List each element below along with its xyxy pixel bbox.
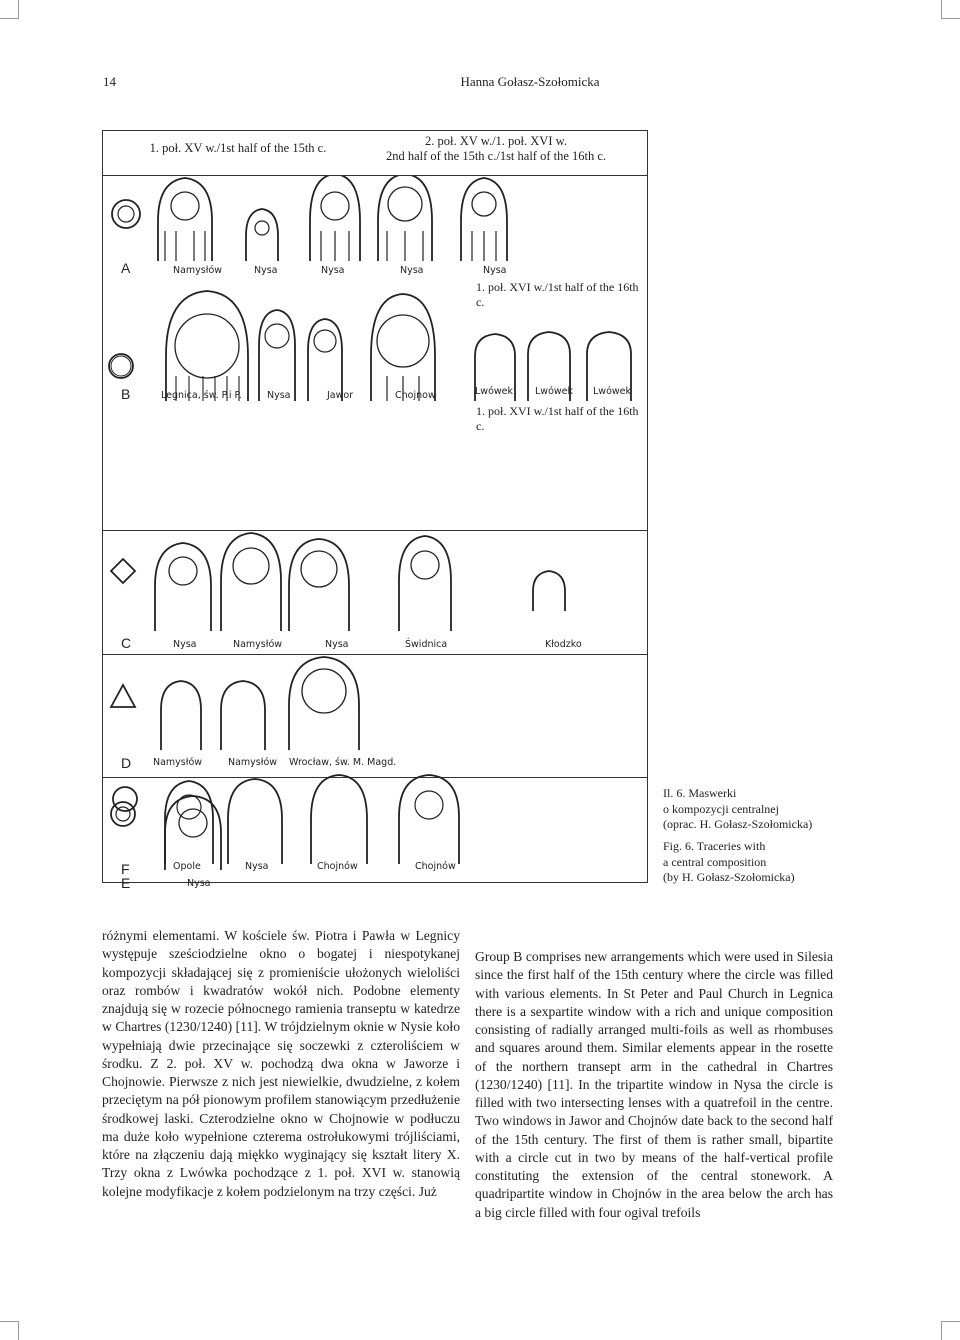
place-label: Chojnow (395, 390, 436, 401)
rhombus-symbol (111, 559, 135, 583)
group-row-f (103, 769, 647, 882)
place-label: Opole (173, 861, 201, 872)
group-letter-e: E (121, 875, 131, 891)
crop-mark-bottom-left (0, 1321, 19, 1340)
place-label: Chojnów (415, 861, 456, 872)
group-row-c (103, 530, 647, 654)
group-letter-c: C (121, 635, 132, 651)
caption-en-line: (by H. Gołasz-Szołomicka) (663, 870, 795, 884)
place-label: Nysa (400, 265, 424, 276)
paragraph-english: Group B comprises new arrangements which were used in Silesia since the first half of the 15th century where the circle was filled with various elements. In St Peter and Paul Church in Legnica there is a sexpartite window with a rich and unique composition consisting of radially arranged multi-foils as well as rhombuses and squares around them. Similar elements appear in the rosette of the northern transept arm in the cathedral in Chartres (1230/1240) [11]. In the tripartite window in Nysa the circle is filled with two intersecting lenses with a quatrefoil in the centre. Two windows in Jawor and Chojnów date back to the second half of the 15th century. The first of them is rather small, bipartite with a circle cut in two by means of the half-vertical profile constituting the extension of the central stonework. A quadripartite window in Chojnów in the area below the arch has a big circle filled with four ogival trefoils (475, 949, 833, 1220)
group-letter-b: B (121, 386, 131, 402)
column-header-first-half-15th (103, 141, 373, 156)
caption-pl-line: Il. 6. Maswerki (663, 786, 737, 800)
figure-header-row (103, 131, 647, 175)
window-nysa-c2 (289, 539, 349, 631)
place-label: Nysa (187, 878, 211, 889)
window-nysa-c1 (155, 543, 211, 631)
place-label: Lwówek (593, 386, 631, 397)
crop-mark-top-left (0, 0, 19, 19)
subheader-b: 1. poł. XVI w./1st half of the 16th c. (476, 404, 639, 433)
running-head (0, 74, 960, 90)
window-chojnow-f1 (311, 775, 367, 864)
place-label: Lwówek (475, 386, 513, 397)
circle-symbol-b (109, 354, 133, 378)
column-header-second-half-15th (361, 134, 631, 164)
window-klodzko (533, 571, 565, 611)
place-label: Kłodzko (545, 639, 582, 650)
place-label: Namysłów (173, 265, 223, 276)
place-label: Wrocław, św. M. Magd. (289, 757, 397, 768)
window-wroclaw (289, 657, 359, 750)
place-label: Lwówek (535, 386, 573, 397)
place-label: Nysa (245, 861, 269, 872)
place-label: Świdnica (405, 639, 448, 650)
group-row-a (103, 175, 647, 410)
place-label: Chojnów (317, 861, 358, 872)
caption-pl-line: o kompozycji centralnej (663, 801, 779, 816)
group-letter-d: D (121, 755, 132, 771)
window-jawor (308, 319, 342, 401)
place-label: Nysa (267, 390, 291, 401)
crop-mark-bottom-right (941, 1321, 960, 1340)
group-letter-a: A (121, 260, 131, 276)
subheader-a: 1. poł. XVI w./1st half of the 16th c. (476, 280, 639, 309)
column-header-1-text: 1. poł. XV w./1st half of the 15th c. (149, 141, 327, 155)
place-label: Legnica, św. P.i P. (161, 390, 242, 401)
crop-mark-top-right (941, 0, 960, 19)
place-label: Nysa (483, 265, 507, 276)
circle-quatrefoil-symbol (112, 200, 140, 228)
place-label: Namysłów (153, 757, 203, 768)
figure-caption-en (663, 839, 795, 886)
trefoil-symbol (113, 787, 137, 811)
figure-caption-pl (663, 786, 812, 833)
place-label: Nysa (173, 639, 197, 650)
window-legnica (166, 291, 248, 401)
place-label: Jawor (327, 390, 354, 401)
place-label: Nysa (254, 265, 278, 276)
window-opole (165, 781, 213, 864)
place-label: Namysłów (228, 757, 278, 768)
window-nysa-f (228, 779, 282, 864)
place-label: Nysa (321, 265, 345, 276)
caption-en-line: a central composition (663, 854, 767, 869)
caption-pl-line: (oprac. H. Gołasz-Szołomicka) (663, 817, 813, 831)
running-head-text: Hanna Gołasz-Szołomicka (460, 74, 600, 89)
row-c-traceries (103, 531, 648, 655)
column-header-2-line2: 2nd half of the 15th c./1st half of the 16th c. (385, 149, 607, 163)
place-label: Nysa (325, 639, 349, 650)
group-row-b (103, 386, 647, 533)
spherical-triangle-symbol (111, 685, 135, 707)
window-namyslow-d2 (221, 681, 265, 750)
body-text-english (475, 948, 833, 1222)
group-letter-f: F (121, 861, 130, 877)
window-namyslow-d1 (161, 681, 201, 750)
paragraph-polish: różnymi elementami. W kościele św. Piotra i Pawła w Legnicy występuje sześciodzielne okno o bogatej i niespotykanej kompozycji składającej się z promieniście ułożonych wieloliści oraz rombów i kwadratów wokół nich. Podobne elementy znajdują się w rozecie północnego ramienia transeptu w katedrze w Chartres (1230/1240) [11]. W trójdzielnym oknie w Nysie koło wypełniają dwie przecinające się soczewki z czteroliściem w środku. Z 2. poł. XV w. pochodzą dwa okna w Jaworze i Chojnowie. Pierwsze z nich jest niewielkie, dwudzielne, z kołem przeciętym na pół pionowym profilem stanowiącym przedłużenie środkowej laski. Czterodzielne okno w Chojnowie w podłuczu ma duże koło wypełnione czterema ostrołukowymi trójliściami, które na złączeniu dają miękko wyginający się kształt litery X. Trzy okna z Lwówka pochodzące z 1. poł. XVI w. stanowią kolejne modyfikacje z kołem podzielonym na trzy części. Już (102, 928, 460, 1199)
window-swidnica (399, 536, 451, 631)
caption-en-line: Fig. 6. Traceries with (663, 839, 766, 853)
body-text-polish (102, 927, 460, 1201)
place-label: Namysłów (233, 639, 283, 650)
page-number: 14 (103, 74, 116, 89)
tracery-figure (102, 130, 648, 891)
group-row-d (103, 654, 647, 778)
column-header-2-line1: 2. poł. XV w./1. poł. XVI w. (425, 134, 567, 148)
